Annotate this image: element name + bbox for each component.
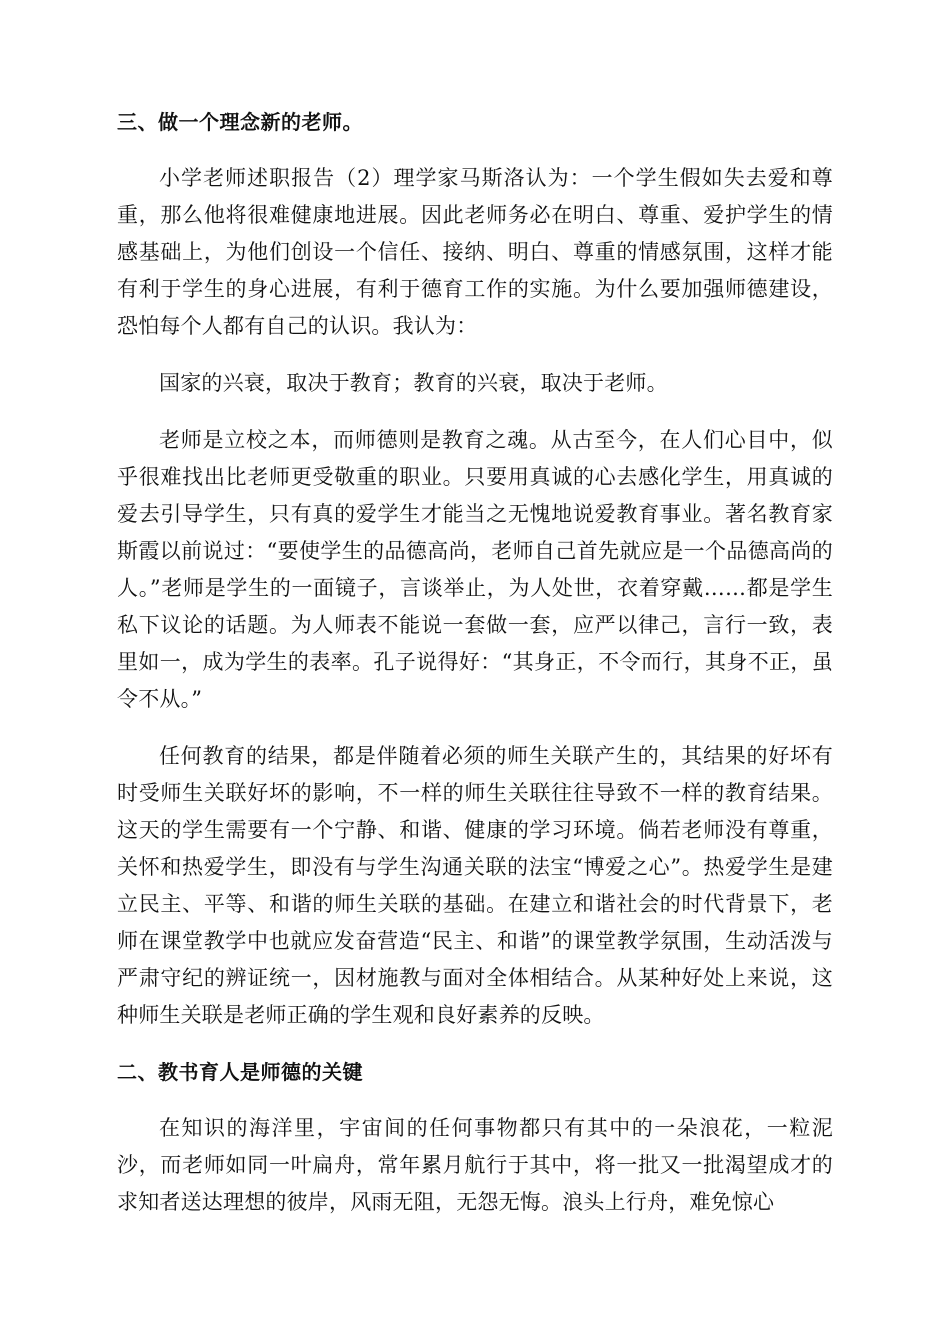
paragraph: 任何教育的结果，都是伴随着必须的师生关联产生的，其结果的好坏有时受师生关联好坏的影响，不一样的师生关联往往导致不一样的教育结果。这天的学生需要有一个宁静、和谐、健康的学习环境。倘若老师没有尊重，关怀和热爱学生，即没有与学生沟通关联的法宝“博爱之心”。热爱学生是建立民主、平等、和谐的师生关联的基础。在建立和谐社会的时代背景下，老师在课堂教学中也就应发奋营造“民主、和谐”的课堂教学氛围，生动活泼与严肃守纪的辨证统一，因材施教与面对全体相结合。从某种好处上来说，这种师生关联是老师正确的学生观和良好素养的反映。 — [117, 744, 833, 1027]
document-body — [117, 104, 833, 1221]
paragraph: 小学老师述职报告（2）理学家马斯洛认为：一个学生假如失去爱和尊重，那么他将很难健康地进展。因此老师务必在明白、尊重、爱护学生的情感基础上，为他们创设一个信任、接纳、明白、尊重的情感氛围，这样才能有利于学生的身心进展，有利于德育工作的实施。为什么要加强师德建设，恐怕每个人都有自己的认识。我认为： — [117, 166, 833, 338]
paragraph: 老师是立校之本，而师德则是教育之魂。从古至今，在人们心目中，似乎很难找出比老师更受敬重的职业。只要用真诚的心去感化学生，用真诚的爱去引导学生，只有真的爱学生才能当之无愧地说爱教育事业。著名教育家斯霞以前说过：“要使学生的品德高尚，老师自己首先就应是一个品德高尚的人。”老师是学生的一面镜子，言谈举止，为人处世，衣着穿戴……都是学生私下议论的话题。为人师表不能说一套做一套，应严以律己，言行一致，表里如一，成为学生的表率。孔子说得好：“其身正，不令而行，其身不正，虽令不从。” — [117, 428, 833, 711]
section-heading-two: 二、教书育人是师德的关键 — [117, 1060, 363, 1084]
section-heading-three: 三、做一个理念新的老师。 — [117, 110, 363, 134]
paragraph: 国家的兴衰，取决于教育；教育的兴衰，取决于老师。 — [159, 371, 668, 395]
paragraph: 在知识的海洋里，宇宙间的任何事物都只有其中的一朵浪花，一粒泥沙，而老师如同一叶扁舟，常年累月航行于其中，将一批又一批渴望成才的求知者送达理想的彼岸，风雨无阻，无怨无悔。浪头上行舟，难免惊心 — [117, 1116, 833, 1214]
